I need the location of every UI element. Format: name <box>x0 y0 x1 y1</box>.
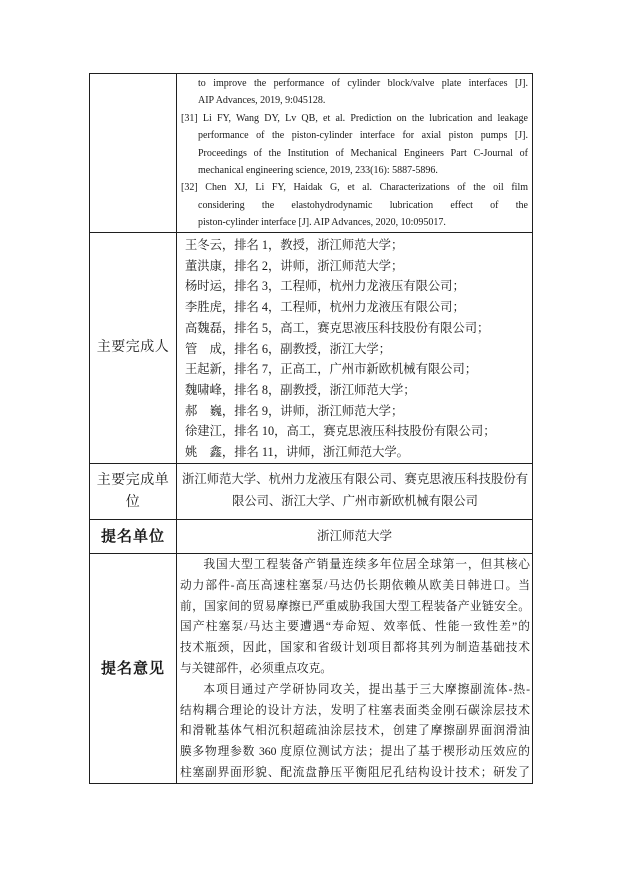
text-line: mechanical engineering science, 2019, 233(16): 5887-5896. <box>198 165 438 177</box>
references-label-cell <box>90 74 177 232</box>
nominating-unit-label: 提名单位 <box>100 528 165 545</box>
text-line: 李胜虎，排名 4，工程师，杭州力龙液压有限公司； <box>185 300 465 315</box>
text-line: 与关键部件，必须重点攻克。 <box>180 661 332 675</box>
text-line: performance of the piston-cylinder interface for axial piston pumps [J]. <box>198 130 528 142</box>
text-line: 高魏磊，排名 5，高工，赛克思液压科技股份有限公司； <box>185 320 490 335</box>
text-line: 前，国家间的贸易摩擦已严重威胁我国大型工程装备产业链安全。 <box>180 599 530 613</box>
text-line: to improve the performance of cylinder block/valve plate interfaces [J]. <box>198 78 528 89</box>
text-line: 本项目通过产学研协同攻关，提出基于三大摩擦副流体-热- <box>203 682 530 696</box>
text-line: 董洪康，排名 2，讲师，浙江师范大学； <box>185 258 404 273</box>
main-units-cell <box>177 463 532 519</box>
nomination-table <box>89 73 533 784</box>
text-line: 动力部件-高压高速柱塞泵/马达仍长期依赖从欧美日韩进口。当 <box>180 578 530 592</box>
nominating-opinion-label: 提名意见 <box>100 660 165 677</box>
text-line: 和滑靴基体气相沉积超疏油涂层技术，创建了摩擦副界面润滑油 <box>180 724 530 738</box>
text-line: 魏啸峰，排名 8，副教授，浙江师范大学； <box>185 382 416 397</box>
main-units-label-cell <box>90 463 177 519</box>
nominating-unit-label-cell <box>90 519 177 553</box>
main-units-label: 主要完成单位 <box>96 472 170 510</box>
text-line: 王冬云，排名 1，教授，浙江师范大学； <box>185 238 404 252</box>
text-line: 结构耦合理论的设计方法，发明了柱塞表面类金刚石碳涂层技术 <box>180 703 530 717</box>
text-line: 管 成，排名 6，副教授，浙江大学； <box>185 341 391 356</box>
main-completers-label: 主要完成人 <box>96 340 170 355</box>
nominating-opinion-label-cell <box>90 553 177 783</box>
text-line: 姚 鑫，排名 11，讲师，浙江师范大学。 <box>185 445 409 460</box>
nominating-opinion-cell <box>177 553 532 783</box>
text-line: AIP Advances, 2019, 9:045128. <box>198 95 326 107</box>
text-line: [31] Li FY, Wang DY, Lv QB, et al. Prediction on the lubrication and leakage <box>181 112 528 124</box>
text-line: [32] Chen XJ, Li FY, Haidak G, et al. Characterizations of the oil film <box>181 182 528 194</box>
main-completers-cell <box>177 232 532 463</box>
main-completers-label-cell <box>90 232 177 463</box>
text-line: 技术瓶颈，因此，国家和省级计划项目都将其列为制造基础技术 <box>180 641 530 655</box>
text-line: 国产柱塞泵/马达主要遭遇“寿命短、效率低、性能一致性差”的 <box>180 620 530 634</box>
text-line: Proceedings of the Institution of Mechanical Engineers Part C-Journal of <box>198 147 528 159</box>
text-line: 限公司、浙江大学、广州市新欧机械有限公司 <box>232 494 478 508</box>
text-line: 郝 巍，排名 9，讲师，浙江师范大学； <box>185 403 404 418</box>
text-line: considering the elastohydrodynamic lubrication effect of the <box>198 199 528 211</box>
text-line: 我国大型工程装备产销量连续多年位居全球第一，但其核心 <box>203 558 530 571</box>
text-line: 浙江师范大学、杭州力龙液压有限公司、赛克思液压科技股份有 <box>182 472 528 486</box>
text-line: 王起新，排名 7，正高工，广州市新欧机械有限公司； <box>185 362 478 377</box>
text-line: 徐建江，排名 10，高工，赛克思液压科技股份有限公司； <box>185 424 496 439</box>
text-line: 杨时运，排名 3，工程师，杭州力龙液压有限公司； <box>185 279 465 294</box>
text-line: 膜多物理参数 360 度原位测试方法；提出了基于楔形动压效应的 <box>180 745 530 759</box>
text-line: 柱塞副界面形貌、配流盘静压平衡阻尼孔结构设计技术；研发了 <box>180 765 530 779</box>
text-line: piston-cylinder interface [J]. AIP Advances, 2020, 10:095017. <box>198 217 446 229</box>
nominating-unit-value-cell: 浙江师范大学 <box>177 519 532 553</box>
references-cell <box>177 74 532 232</box>
